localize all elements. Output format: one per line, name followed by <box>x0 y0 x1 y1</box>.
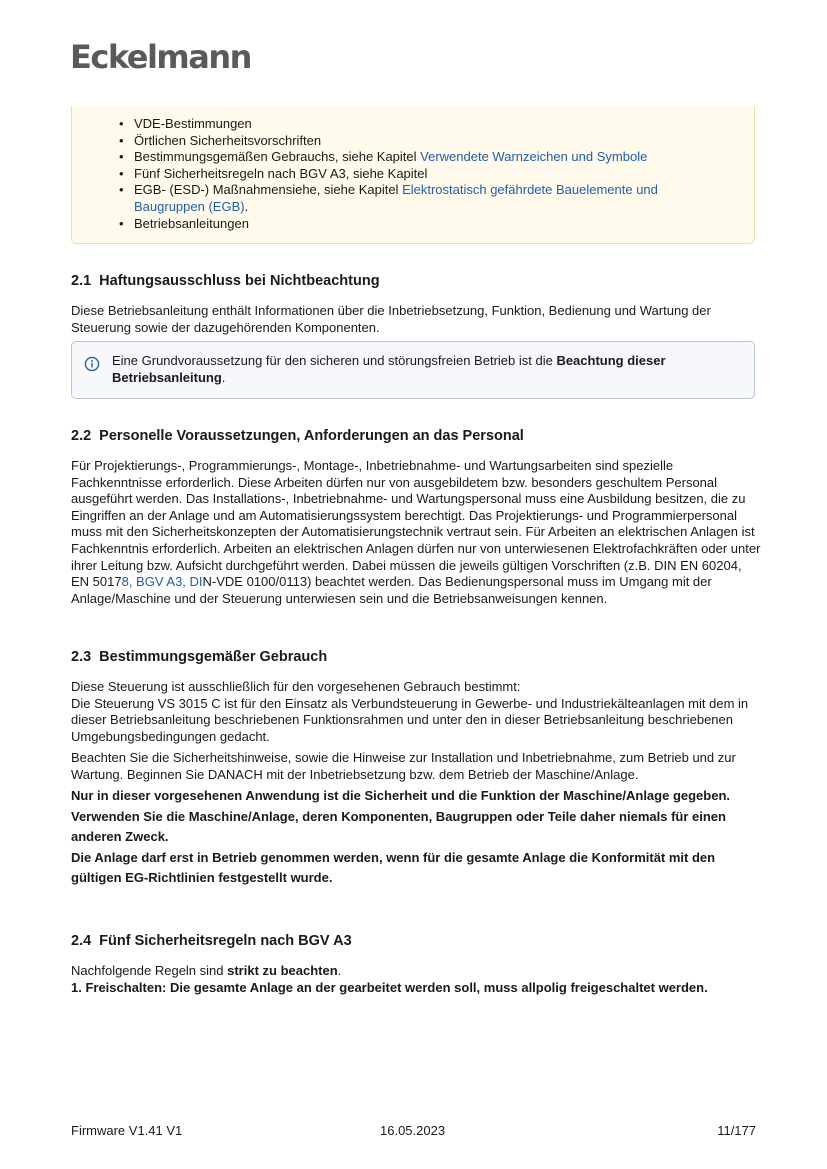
info-circle-icon <box>84 356 100 372</box>
section-body-2-2: Für Projektierungs-, Programmierungs-, Montage-, Inbetriebnahme- und Wartungsarbeiten sind spezielle Fachkenntnisse erforderlich. Diese Arbeiten dürfen nur von ausgebildetem bzw. besonders geschultem Personal ausgeführt werden. Das Installations-, Inbetriebnahme- und Wartungspersonal muss eine Ausbildung besitzen, die zu Eingriffen an der Anlage und am Automatisierungssystem berechtigt. Das Projektierungs- und Programmierpersonal muss mit den Sicherheitskonzepten der Automatisierungstechnik vertraut sein. Für Arbeiten an elektrischen Anlagen ist Fachkenntnis erforderlich. Arbeiten an elektrischen Anlagen dürfen nur von unterwiesenen Elektrofachkräften oder unter ihrer Leitung bzw. Aufsicht durchgeführt werden. Dabei müssen die jeweils gültigen Vorschriften (z.B. DIN EN 60204, EN 50178, BGV A3, DIN-VDE 0100/0113) beachtet werden. Das Bedienungspersonal muss im Umgang mit der Anlage/Maschine und der Steuerung unterwiesen sein und die Betriebsanweisungen kennen. <box>71 458 761 606</box>
logo: Eckelmann <box>70 38 251 76</box>
section-heading-2-3: 2.3 Bestimmungsgemäßer Gebrauch <box>71 649 328 665</box>
section-heading-2-1: 2.1 Haftungsausschluss bei Nichtbeachtung <box>71 273 380 289</box>
list-item: • EGB- (ESD-) Maßnahmensiehe, siehe Kapitel Elektrostatisch gefährdete Bauelemente und Baugruppen (EGB). <box>119 182 719 215</box>
chapter-link[interactable]: Elektrostatisch gefährdete Bauelemente und Baugruppen (EGB) <box>134 182 658 214</box>
footer-page-number: 11/177 <box>717 1123 756 1138</box>
section-body-2-3: Diese Steuerung ist ausschließlich für den vorgesehenen Gebrauch bestimmt: Die Steuerung VS 3015 C ist für den Einsatz als Verbundsteuerung in Gewerbe- und Industriekälteanlagen mit dem in dieser Betriebsanleitung beschriebenen Funktionsrahmen und unter den in dieser Betriebsanleitung beschriebenen Umgebungsbedingungen gedacht. Beachten Sie die Sicherheitshinweise, sowie die Hinweise zur Installation und Inbetriebnahme, zum Betrieb und zur Wartung. Beginnen Sie DANACH mit der Inbetriebsetzung bzw. dem Betrieb der Maschine/Anlage. <box>71 679 749 782</box>
list-item: • VDE-Bestimmungen <box>119 116 719 133</box>
list-item: • Örtlichen Sicherheitsvorschriften <box>119 133 719 150</box>
standard-link[interactable]: 8, BGV A3, DI <box>121 574 203 590</box>
section-heading-2-2: 2.2 Personelle Voraussetzungen, Anforderungen an das Personal <box>71 428 524 444</box>
info-note-text: Eine Grundvoraussetzung für den sicheren und störungsfreien Betrieb ist die Beachtung dieser Betriebsanleitung. <box>112 353 666 385</box>
section-bold-notes-2-3: Nur in dieser vorgesehenen Anwendung ist die Sicherheit und die Funktion der Maschine/Anlage gegeben. Verwenden Sie die Maschine/Anlage, deren Komponenten, Baugruppen oder Teile daher niemals für einen anderen Zweck. Die Anlage darf erst in Betrieb genommen werden, wenn für die gesamte Anlage die Konformität mit den gültigen EG-Richtlinien festgestellt wurde. <box>71 788 731 885</box>
section-heading-2-4: 2.4 Fünf Sicherheitsregeln nach BGV A3 <box>71 933 352 949</box>
section-body-2-4: Nachfolgende Regeln sind strikt zu beachten. 1. Freischalten: Die gesamte Anlage an der gearbeitet werden soll, muss allpolig freigeschaltet werden. <box>71 963 708 995</box>
footer-date: 16.05.2023 <box>380 1123 446 1138</box>
list-item: • Betriebsanleitungen <box>119 216 719 233</box>
list-item: • Bestimmungsgemäßen Gebrauchs, siehe Kapitel Verwendete Warnzeichen und Symbole <box>119 149 719 166</box>
warning-box <box>71 106 755 244</box>
info-note <box>71 341 755 399</box>
list-item: • Fünf Sicherheitsregeln nach BGV A3, siehe Kapitel <box>119 166 719 183</box>
chapter-link[interactable]: Verwendete Warnzeichen und Symbole <box>420 149 648 165</box>
section-body-2-1: Diese Betriebsanleitung enthält Informationen über die Inbetriebsetzung, Funktion, Bedienung und Wartung der Steuerung sowie der dazugehörenden Komponenten. <box>71 303 711 335</box>
footer-firmware: Firmware V1.41 V1 <box>71 1123 183 1138</box>
warning-list <box>119 116 719 232</box>
